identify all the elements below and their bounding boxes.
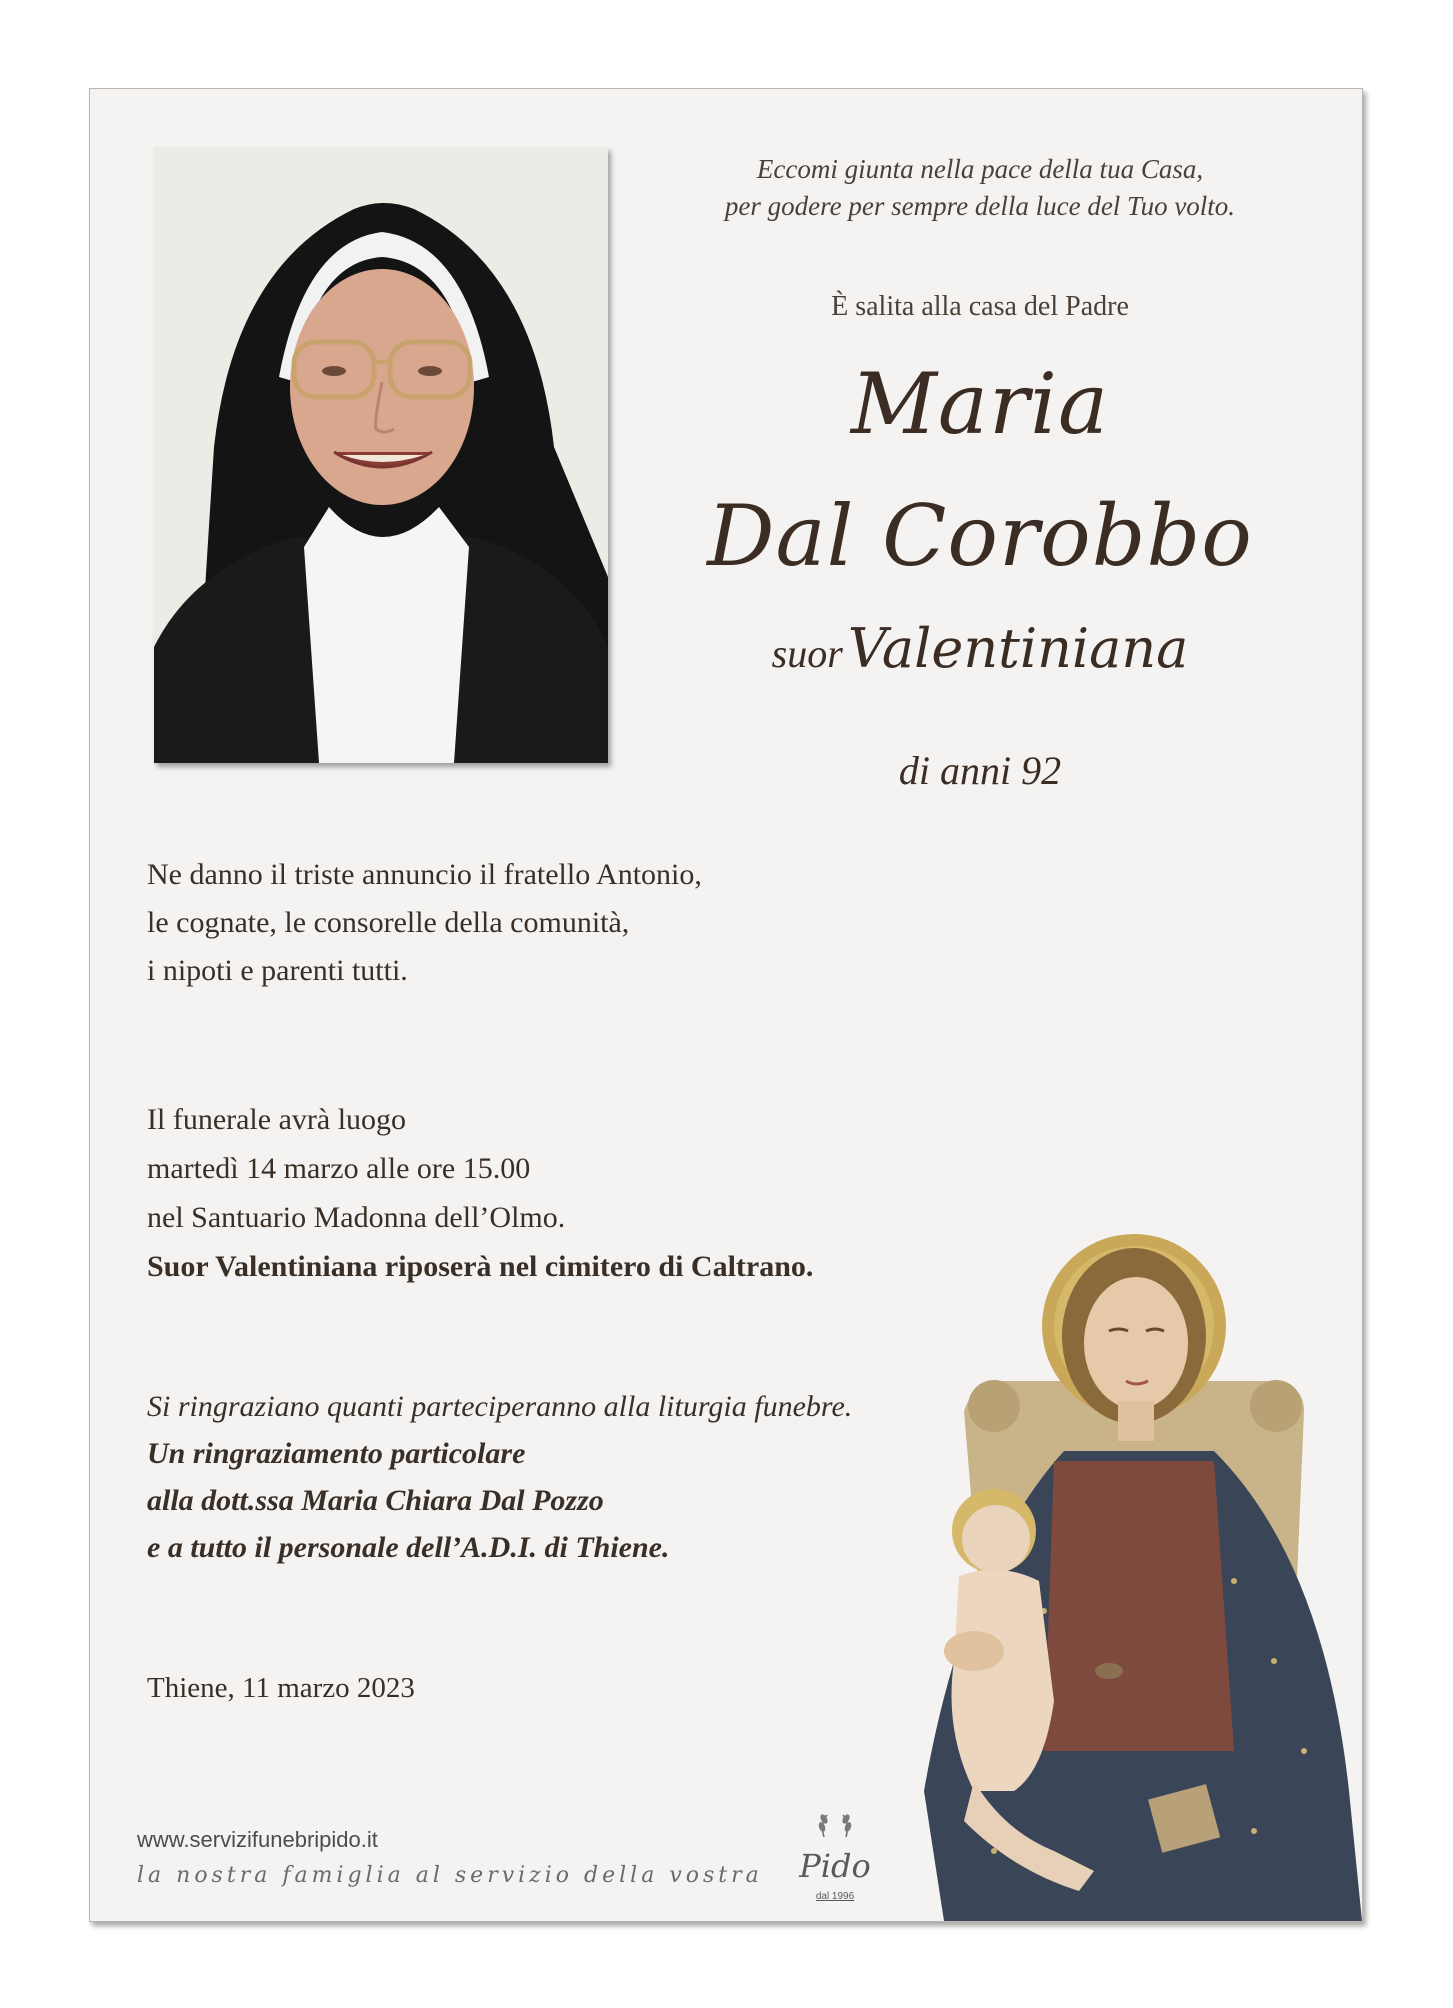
funeral-info — [147, 1095, 813, 1291]
first-name: Maria — [850, 355, 1110, 453]
opening-quote — [630, 151, 1330, 225]
logo-word: Pido — [799, 1847, 871, 1885]
logo-since: dal 1996 — [815, 1891, 855, 1902]
thanks-section — [147, 1383, 852, 1571]
age-text: di anni 92 — [898, 748, 1062, 793]
religious-title: suor — [771, 631, 843, 676]
announcement-line: le cognate, le consorelle della comunità, — [147, 906, 630, 939]
burial-line: Suor Valentiniana riposerà nel cimitero di Caltrano. — [147, 1250, 814, 1283]
laurel-wreath-icon — [790, 1809, 880, 1845]
last-name: Dal Corobbo — [707, 487, 1253, 585]
funeral-line: martedì 14 marzo alle ore 15.00 — [147, 1152, 531, 1185]
thanks-line: Si ringraziano quanti parteciperanno alla liturgia funebre. — [147, 1390, 853, 1423]
company-logo — [790, 1809, 880, 1909]
tagline: la nostra famiglia al servizio della vostra — [137, 1863, 763, 1888]
announcement — [147, 851, 702, 995]
announcement-line: i nipoti e parenti tutti. — [147, 954, 408, 987]
place-date: Thiene, 11 marzo 2023 — [147, 1672, 415, 1704]
quote-line-2: per godere per sempre della luce del Tuo volto. — [724, 191, 1236, 221]
madonna-and-child-image — [904, 1231, 1362, 1921]
funeral-line: Il funerale avrà luogo — [147, 1103, 407, 1136]
website-link[interactable]: www.servizifunebripido.it — [137, 1827, 378, 1852]
funeral-line: nel Santuario Madonna dell’Olmo. — [147, 1201, 566, 1234]
deceased-photo — [154, 147, 608, 763]
quote-line-1: Eccomi giunta nella pace della tua Casa, — [756, 154, 1204, 184]
thanks-bold-line: e a tutto il personale dell’A.D.I. di Thiene. — [147, 1531, 670, 1564]
announcement-line: Ne danno il triste annuncio il fratello Antonio, — [147, 858, 702, 891]
thanks-bold-line: alla dott.ssa Maria Chiara Dal Pozzo — [147, 1484, 604, 1517]
thanks-bold-line: Un ringraziamento particolare — [147, 1437, 526, 1470]
religious-name-line — [630, 617, 1330, 680]
religious-name: Valentiniana — [847, 617, 1189, 680]
intro-text: È salita alla casa del Padre — [831, 291, 1129, 322]
obituary-card — [89, 88, 1363, 1922]
